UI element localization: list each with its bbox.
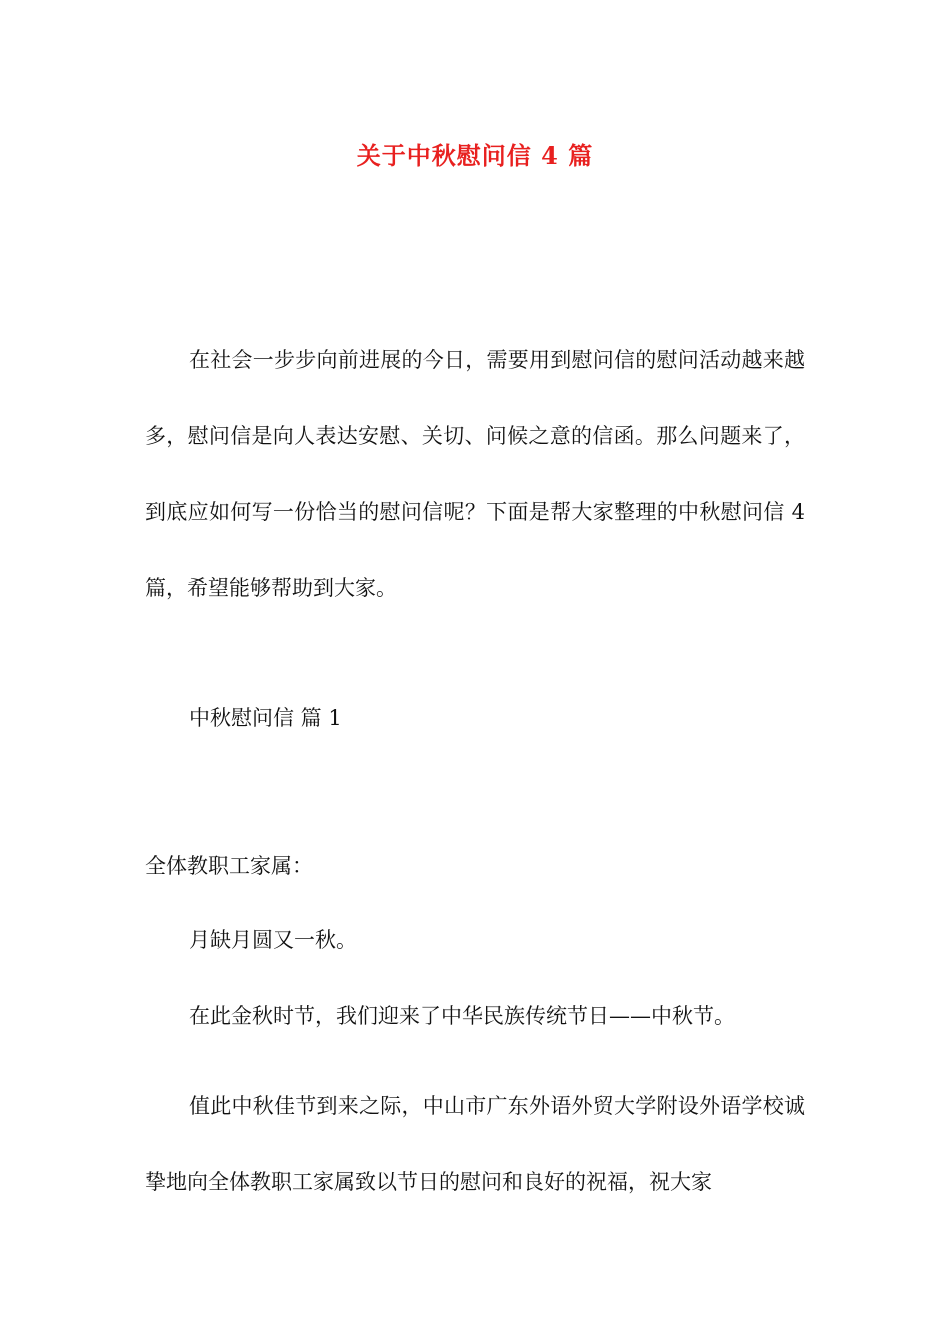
body-paragraph-2: 在此金秋时节，我们迎来了中华民族传统节日——中秋节。 [189, 1004, 735, 1028]
letter-salutation: 全体教职工家属： [145, 854, 313, 878]
body-paragraph-1: 月缺月圆又一秋。 [189, 928, 357, 952]
section-heading: 中秋慰问信 篇 1 [189, 706, 342, 730]
intro-paragraph: 在社会一步步向前进展的今日，需要用到慰问信的慰问活动越来越多，慰问信是向人表达安慰、关切、问候之意的信函。那么问题来了，到底应如何写一份恰当的慰问信呢？下面是帮大家整理的中秋慰问信 4 篇，希望能够帮助到大家。 [145, 348, 805, 600]
document-title: 关于中秋慰问信 4 篇 [356, 141, 594, 170]
body-paragraph-3: 值此中秋佳节到来之际，中山市广东外语外贸大学附设外语学校诚挚地向全体教职工家属致以节日的慰问和良好的祝福，祝大家 [145, 1094, 805, 1194]
